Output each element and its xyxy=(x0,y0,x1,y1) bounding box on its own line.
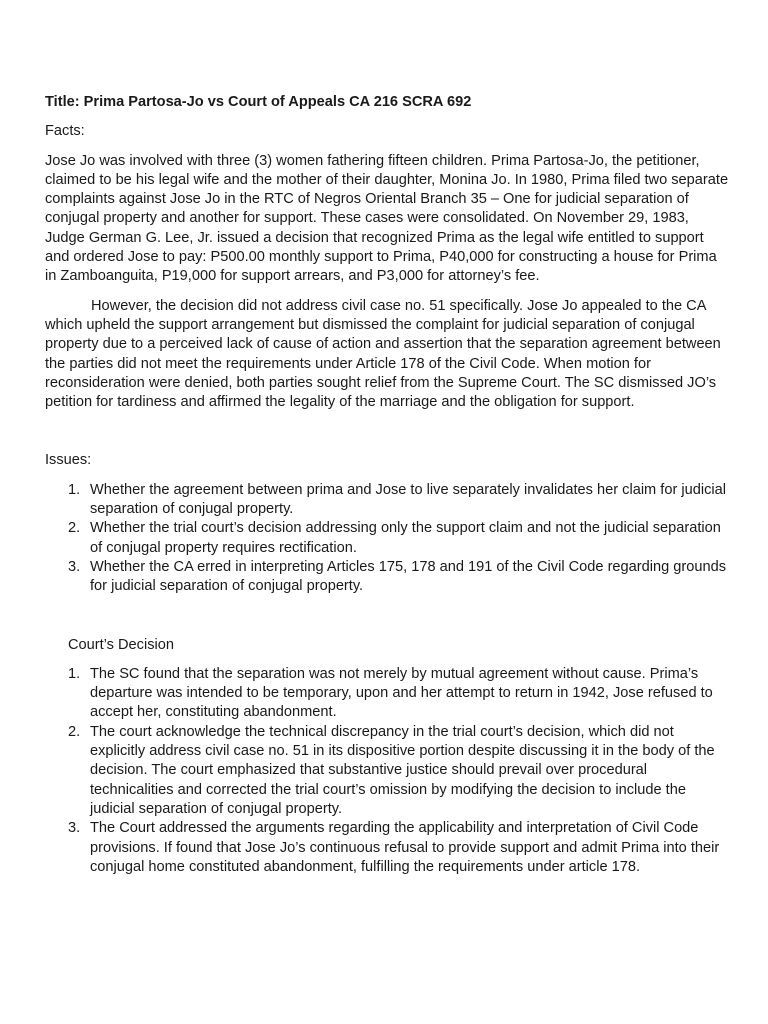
issue-item xyxy=(45,519,731,558)
document-title: Title: Prima Partosa-Jo vs Court of Appeals CA 216 SCRA 692 xyxy=(45,94,472,110)
issue-item xyxy=(45,558,731,597)
decision-list xyxy=(45,665,731,877)
issue-item xyxy=(45,481,731,520)
issues-list xyxy=(45,481,731,597)
issues-heading: Issues: xyxy=(45,452,92,469)
issue-number: 3. xyxy=(68,558,81,575)
facts-heading: Facts: xyxy=(45,123,85,140)
decision-text: The SC found that the separation was not merely by mutual agreement without cause. Prima’s departure was intended to be temporary, upon and her attempt to return in 1942, Jose refused to accept her, constituting abandonment. xyxy=(90,665,713,721)
document-page xyxy=(45,93,731,877)
issue-number: 1. xyxy=(68,481,81,498)
decision-number: 3. xyxy=(68,820,81,837)
decision-number: 2. xyxy=(68,723,81,740)
issue-text: Whether the trial court’s decision addressing only the support claim and not the judicial separation of conjugal property requires rectification. xyxy=(90,520,721,556)
facts-paragraph-1: Jose Jo was involved with three (3) women fathering fifteen children. Prima Partosa-Jo, the petitioner, claimed to be his legal wife and the mother of their daughter, Monina Jo. In 1980, Prima filed two separate complaints against Jose Jo in the RTC of Negros Oriental Branch 35 – One for judicial separation of conjugal property and another for support. These cases were consolidated. On November 29, 1983, Judge German G. Lee, Jr. issued a decision that recognized Prima as the legal wife entitled to support and ordered Jose to pay: P500.00 monthly support to Prima, P40,000 for constructing a house for Prima in Zamboanguita, P19,000 for support arrears, and P3,000 for attorney’s fee. xyxy=(45,152,729,285)
decision-heading: Court’s Decision xyxy=(68,636,174,653)
decision-text: The Court addressed the arguments regarding the applicability and interpretation of Civil Code provisions. If found that Jose Jo’s continuous refusal to provide support and admit Prima into their conjugal home constituted abandonment, fulfilling the requirements under article 178. xyxy=(90,820,720,875)
decision-item xyxy=(45,723,731,819)
issue-number: 2. xyxy=(68,520,81,537)
issue-text: Whether the CA erred in interpreting Articles 175, 178 and 191 of the Civil Code regarding grounds for judicial separation of conjugal property. xyxy=(90,558,727,595)
facts-paragraph-2: However, the decision did not address civil case no. 51 specifically. Jose Jo appealed to the CA which upheld the support arrangement but dismissed the complaint for judicial separation of conjugal property due to a perceived lack of cause of action and assertion that the separation agreement between the parties did not meet the requirements under Article 178 of the Civil Code. When motion for reconsideration were denied, both parties sought relief from the Supreme Court. The SC dismissed JO’s petition for tardiness and affirmed the legality of the marriage and the obligation for support. xyxy=(45,297,721,411)
decision-text: The court acknowledge the technical discrepancy in the trial court’s decision, which did not explicitly address civil case no. 51 in its dispositive portion despite discussing it in the body of the decision. The court emphasized that substantive justice should prevail over procedural technicalities and corrected the trial court’s omission by modifying the decision to include the judicial separation of conjugal property. xyxy=(90,723,715,817)
issue-text: Whether the agreement between prima and Jose to live separately invalidates her claim for judicial separation of conjugal property. xyxy=(90,481,726,518)
decision-item xyxy=(45,819,731,877)
decision-item xyxy=(45,665,731,723)
decision-number: 1. xyxy=(68,665,81,682)
